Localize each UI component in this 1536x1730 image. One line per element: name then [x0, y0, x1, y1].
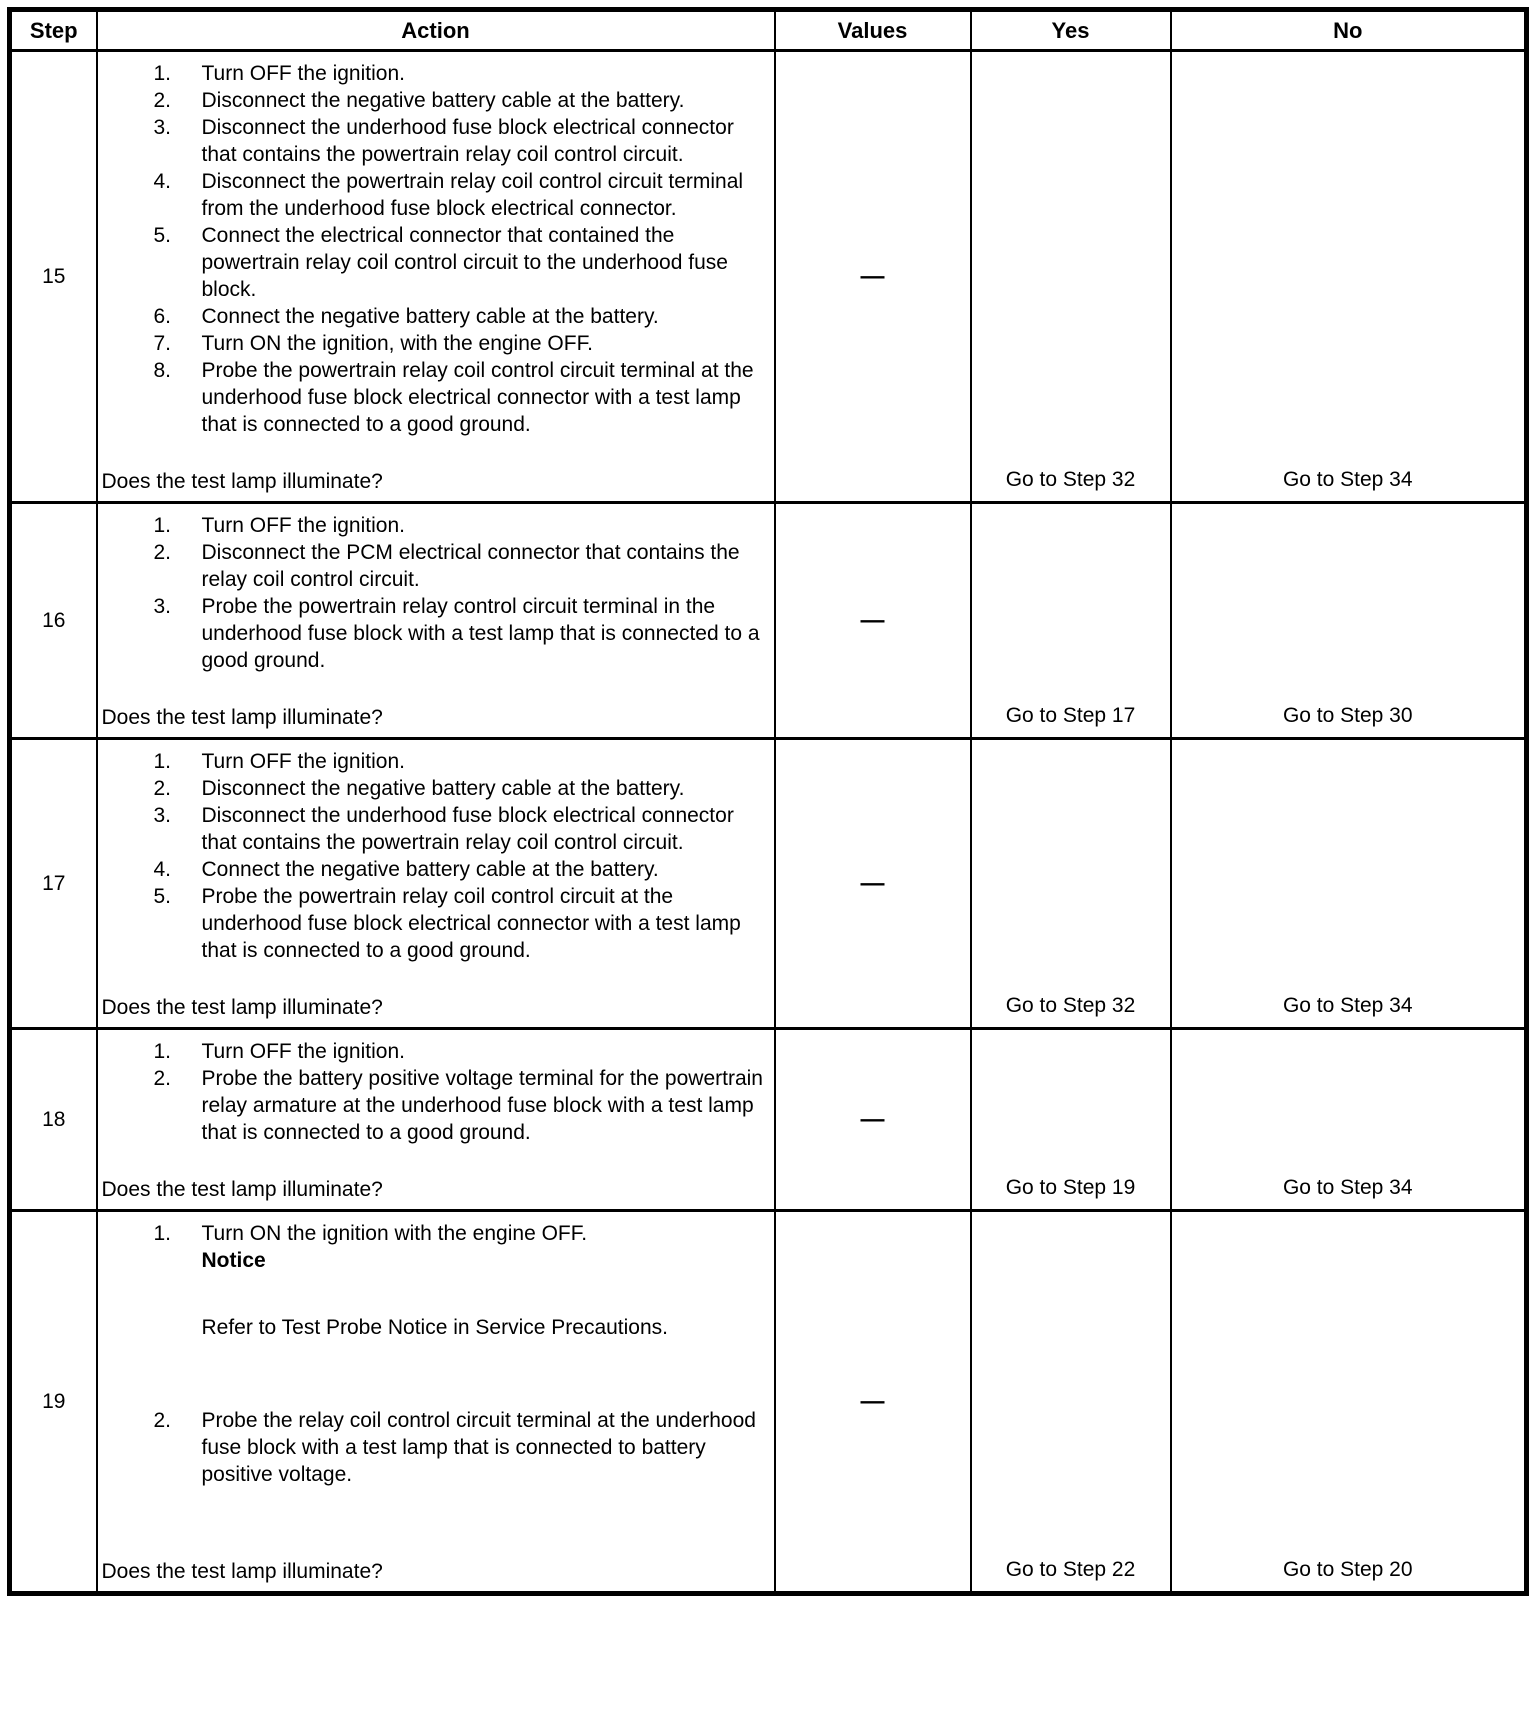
action-list: [102, 512, 766, 674]
action-item: [102, 168, 766, 222]
yes-cell: Go to Step 32: [971, 51, 1171, 503]
action-item-number: 3.: [153, 595, 172, 618]
action-item-text: Probe the powertrain relay coil control circuit at the underhood fuse block electrical connector with a test lamp that is connected to a good ground.: [201, 885, 741, 962]
action-list: [102, 748, 766, 964]
no-cell: Go to Step 30: [1171, 503, 1527, 739]
yes-cell: Go to Step 17: [971, 503, 1171, 739]
action-item-number: 2.: [153, 89, 172, 112]
action-list: [102, 1038, 766, 1146]
values-cell: —: [775, 739, 971, 1029]
no-cell: Go to Step 20: [1171, 1211, 1527, 1594]
action-list: [102, 1220, 766, 1488]
action-item-text: Turn OFF the ignition.: [201, 750, 405, 773]
action-item-text: Disconnect the PCM electrical connector that contains the relay coil control circuit.: [201, 541, 740, 591]
table-row-step-19: [10, 1211, 1527, 1594]
action-item: [102, 330, 766, 357]
step-number: 16: [10, 503, 97, 739]
action-cell: [97, 503, 775, 739]
action-item-number: 5.: [153, 224, 172, 247]
action-cell: [97, 1029, 775, 1211]
action-item-text: Disconnect the powertrain relay coil control circuit terminal from the underhood fuse block electrical connector.: [201, 170, 744, 220]
no-cell: Go to Step 34: [1171, 1029, 1527, 1211]
table-row-step-18: [10, 1029, 1527, 1211]
action-cell: [97, 739, 775, 1029]
action-item-number: 1.: [153, 514, 172, 537]
action-item-text: Probe the battery positive voltage terminal for the powertrain relay armature at the underhood fuse block with a test lamp that is connected to a good ground.: [201, 1067, 763, 1144]
action-item: [102, 1407, 766, 1488]
action-item: [102, 303, 766, 330]
values-cell: —: [775, 1029, 971, 1211]
action-item-text: Turn OFF the ignition.: [201, 514, 405, 537]
yes-cell: Go to Step 32: [971, 739, 1171, 1029]
action-item-text: Turn OFF the ignition.: [201, 1040, 405, 1063]
action-item-number: 2.: [153, 777, 172, 800]
action-item: [102, 60, 766, 87]
step-number: 17: [10, 739, 97, 1029]
action-item-text: Disconnect the negative battery cable at the battery.: [201, 777, 685, 800]
column-header-no: No: [1171, 10, 1527, 51]
action-item-number: 7.: [153, 332, 172, 355]
values-cell: —: [775, 51, 971, 503]
no-cell: Go to Step 34: [1171, 739, 1527, 1029]
action-question: Does the test lamp illuminate?: [101, 996, 383, 1019]
action-question: Does the test lamp illuminate?: [101, 1178, 383, 1201]
action-item-text-line: Turn ON the ignition with the engine OFF.: [201, 1222, 588, 1245]
no-cell: Go to Step 34: [1171, 51, 1527, 503]
action-item: [102, 114, 766, 168]
action-item-number: 2.: [153, 541, 172, 564]
action-question: Does the test lamp illuminate?: [101, 1560, 383, 1583]
header-row: [10, 10, 1527, 51]
action-item: [102, 856, 766, 883]
action-item-text: Connect the negative battery cable at the battery.: [201, 305, 659, 328]
notice-paragraph: Refer to Test Probe Notice in Service Precautions.: [201, 1316, 669, 1339]
action-item: [102, 357, 766, 438]
notice-label: Notice: [201, 1249, 266, 1272]
step-number: 19: [10, 1211, 97, 1594]
action-item-text: Disconnect the underhood fuse block electrical connector that contains the powertrain relay coil control circuit.: [201, 116, 734, 166]
action-item-text: Probe the relay coil control circuit terminal at the underhood fuse block with a test lamp that is connected to battery positive voltage.: [201, 1409, 756, 1486]
action-question: Does the test lamp illuminate?: [101, 470, 383, 493]
step-number: 15: [10, 51, 97, 503]
action-item: [102, 802, 766, 856]
action-item: [102, 87, 766, 114]
action-item-text: Connect the negative battery cable at the battery.: [201, 858, 659, 881]
action-item-text: Disconnect the underhood fuse block electrical connector that contains the powertrain relay coil control circuit.: [201, 804, 734, 854]
action-item-text: Turn ON the ignition, with the engine OFF.: [201, 332, 593, 355]
table-row-step-16: [10, 503, 1527, 739]
action-item-number: 8.: [153, 359, 172, 382]
action-cell: [97, 51, 775, 503]
action-item-text: Disconnect the negative battery cable at the battery.: [201, 89, 685, 112]
action-item-number: 1.: [153, 750, 172, 773]
action-item: [102, 775, 766, 802]
action-item-number: 1.: [153, 1222, 172, 1245]
action-item: [102, 1038, 766, 1065]
action-item-number: 3.: [153, 804, 172, 827]
action-item-number: 5.: [153, 885, 172, 908]
action-item: [102, 222, 766, 303]
action-item-number: 6.: [153, 305, 172, 328]
action-item: [102, 748, 766, 775]
values-cell: —: [775, 503, 971, 739]
step-number: 18: [10, 1029, 97, 1211]
table-row-step-17: [10, 739, 1527, 1029]
column-header-values: Values: [775, 10, 971, 51]
action-item-number: 3.: [153, 116, 172, 139]
table-row-step-15: [10, 51, 1527, 503]
action-cell: [97, 1211, 775, 1594]
yes-cell: Go to Step 19: [971, 1029, 1171, 1211]
column-header-yes: Yes: [971, 10, 1171, 51]
values-cell: —: [775, 1211, 971, 1594]
action-item-number: 2.: [153, 1409, 172, 1432]
action-item-number: 4.: [153, 170, 172, 193]
action-item: [102, 1065, 766, 1146]
action-item-text: Connect the electrical connector that contained the powertrain relay coil control circuit to the underhood fuse block.: [201, 224, 728, 301]
action-item-text: [202, 1220, 766, 1274]
action-item-text: Turn OFF the ignition.: [201, 62, 405, 85]
diagnostic-steps-table: [7, 7, 1529, 1596]
action-item: [102, 883, 766, 964]
action-item-number: 1.: [153, 62, 172, 85]
action-item: [102, 593, 766, 674]
column-header-step: Step: [10, 10, 97, 51]
action-question: Does the test lamp illuminate?: [101, 706, 383, 729]
action-item-number: 1.: [153, 1040, 172, 1063]
action-item: [102, 1220, 766, 1274]
action-list: [102, 60, 766, 438]
action-item-number: 4.: [153, 858, 172, 881]
action-item-text: Probe the powertrain relay control circuit terminal in the underhood fuse block with a test lamp that is connected to a good ground.: [201, 595, 760, 672]
action-item-text: Probe the powertrain relay coil control circuit terminal at the underhood fuse block electrical connector with a test lamp that is connected to a good ground.: [201, 359, 754, 436]
yes-cell: Go to Step 22: [971, 1211, 1171, 1594]
action-item-number: 2.: [153, 1067, 172, 1090]
action-item: [102, 539, 766, 593]
column-header-action: Action: [97, 10, 775, 51]
action-item: [102, 512, 766, 539]
